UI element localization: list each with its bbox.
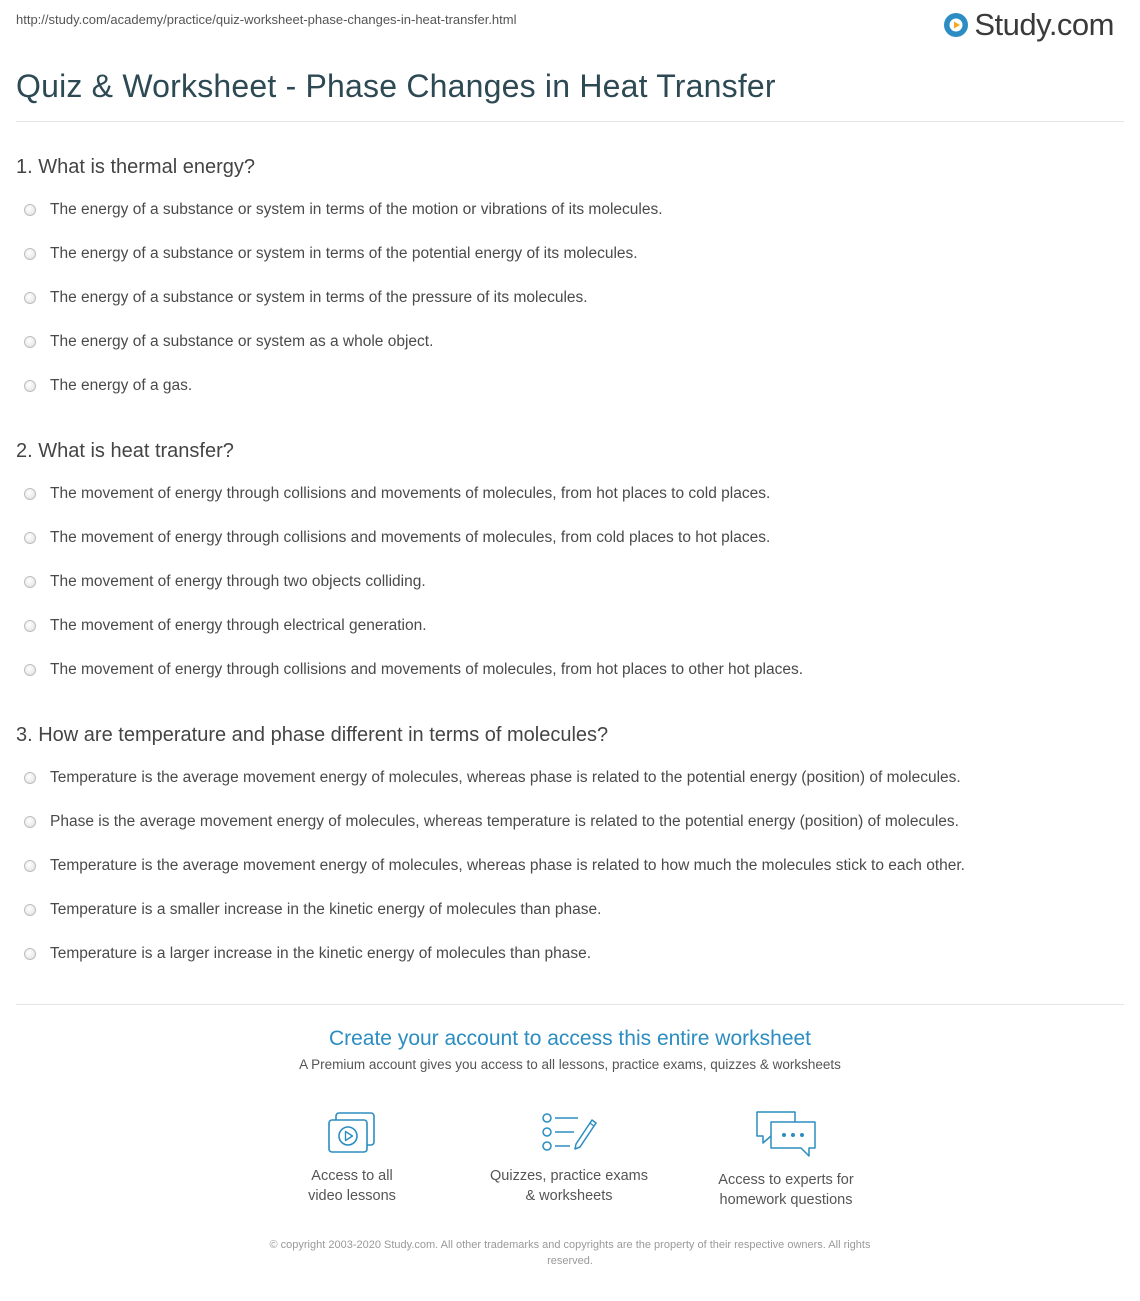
radio-button-icon[interactable]: [24, 772, 36, 784]
radio-button-icon[interactable]: [24, 204, 36, 216]
chat-bubbles-icon: [753, 1108, 819, 1160]
radio-button-icon[interactable]: [24, 816, 36, 828]
radio-button-icon[interactable]: [24, 576, 36, 588]
answer-option[interactable]: The energy of a substance or system in terms of the pressure of its molecules.: [16, 286, 588, 310]
question-title: 1. What is thermal energy?: [16, 156, 255, 178]
radio-button-icon[interactable]: [24, 248, 36, 260]
cta-divider: [16, 1004, 1124, 1005]
cta-subtitle: A Premium account gives you access to all lessons, practice exams, quizzes & worksheets: [299, 1057, 841, 1072]
play-circle-icon: [943, 12, 969, 38]
feature-label-line2: video lessons: [308, 1188, 396, 1204]
answer-option[interactable]: The energy of a substance or system in terms of the motion or vibrations of its molecules.: [16, 198, 663, 222]
feature-video-lessons: [257, 1110, 447, 1206]
feature-quizzes: [474, 1110, 664, 1206]
page-title: Quiz & Worksheet - Phase Changes in Heat Transfer: [16, 68, 776, 104]
answer-option[interactable]: The movement of energy through two objects colliding.: [16, 570, 426, 594]
radio-button-icon[interactable]: [24, 380, 36, 392]
cta-title[interactable]: Create your account to access this entire worksheet: [328, 1027, 812, 1050]
radio-button-icon[interactable]: [24, 292, 36, 304]
feature-label-line1: Access to all: [311, 1168, 393, 1184]
feature-experts: [691, 1108, 881, 1210]
question-3: [16, 723, 1124, 962]
answer-option[interactable]: Temperature is a smaller increase in the kinetic energy of molecules than phase.: [16, 898, 601, 922]
feature-label-line2: & worksheets: [525, 1188, 613, 1204]
answer-option[interactable]: The energy of a substance or system in terms of the potential energy of its molecules.: [16, 242, 638, 266]
answer-option[interactable]: Temperature is the average movement energy of molecules, whereas phase is related to the potential energy (position) of molecules.: [16, 766, 961, 790]
radio-button-icon[interactable]: [24, 620, 36, 632]
copyright-footer: [200, 1237, 940, 1269]
answer-option[interactable]: Temperature is the average movement energy of molecules, whereas phase is related to how much the molecules stick to each other.: [16, 854, 965, 878]
quiz-checklist-icon: [540, 1110, 598, 1156]
title-divider: [16, 121, 1124, 122]
answer-option[interactable]: The energy of a substance or system as a whole object.: [16, 330, 433, 354]
feature-label-line1: Access to experts for: [718, 1172, 854, 1188]
radio-button-icon[interactable]: [24, 904, 36, 916]
answer-option[interactable]: The movement of energy through electrical generation.: [16, 614, 427, 638]
signup-cta: [0, 1027, 1140, 1072]
study-logo[interactable]: [943, 6, 1114, 44]
footer-line2: reserved.: [547, 1255, 593, 1267]
footer-line1: © copyright 2003-2020 Study.com. All other trademarks and copyrights are the property of their respective owners. All rights: [269, 1239, 871, 1251]
video-lessons-icon: [326, 1110, 378, 1156]
answer-option[interactable]: The movement of energy through collisions and movements of molecules, from cold places to hot places.: [16, 526, 770, 550]
answer-option[interactable]: The movement of energy through collisions and movements of molecules, from hot places to other hot places.: [16, 658, 803, 682]
answer-option[interactable]: The energy of a gas.: [16, 374, 192, 398]
radio-button-icon[interactable]: [24, 532, 36, 544]
radio-button-icon[interactable]: [24, 860, 36, 872]
page-url: http://study.com/academy/practice/quiz-worksheet-phase-changes-in-heat-transfer.html: [16, 12, 517, 27]
feature-label-line1: Quizzes, practice exams: [490, 1168, 648, 1184]
radio-button-icon[interactable]: [24, 488, 36, 500]
answer-option[interactable]: The movement of energy through collisions and movements of molecules, from hot places to cold places.: [16, 482, 770, 506]
radio-button-icon[interactable]: [24, 948, 36, 960]
logo-text: Study.com: [974, 7, 1114, 42]
question-title: 2. What is heat transfer?: [16, 440, 234, 462]
feature-label-line2: homework questions: [719, 1192, 853, 1208]
answer-option[interactable]: Phase is the average movement energy of molecules, whereas temperature is related to the potential energy (position) of molecules.: [16, 810, 959, 834]
answer-option[interactable]: Temperature is a larger increase in the kinetic energy of molecules than phase.: [16, 942, 591, 966]
radio-button-icon[interactable]: [24, 336, 36, 348]
question-2: [16, 439, 1124, 678]
radio-button-icon[interactable]: [24, 664, 36, 676]
question-1: [16, 155, 1124, 394]
question-title: 3. How are temperature and phase different in terms of molecules?: [16, 724, 609, 746]
